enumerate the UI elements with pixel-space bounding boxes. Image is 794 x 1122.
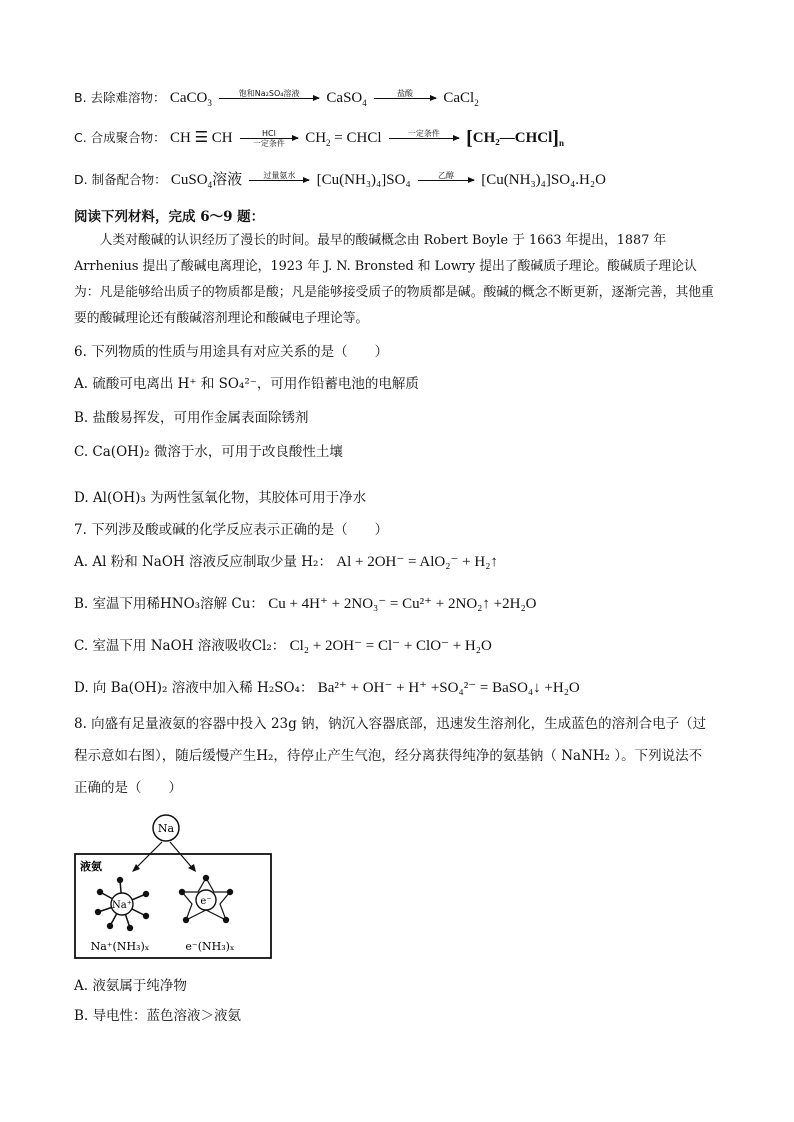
electron-solvate-caption: e⁻(NH₃)ₓ [185,940,235,953]
q7-option-d: D. 向 Ba(OH)₂ 溶液中加入稀 H₂SO₄： Ba²⁺ + OH⁻ + H⁺ +SO₄²⁻ = BaSO₄↓ +H₂O [74,680,580,696]
solvation-diagram [74,812,274,962]
solvated-na-ion-icon [95,877,149,931]
reading-body: 人类对酸碱的认识经历了漫长的时间。最早的酸碱概念由 Robert Boyle 于 1663 年提出，1887 年 Arrhenius 提出了酸碱电离理论，1923 年 J. N. Bronsted 和 Lowry 提出了酸碱质子理论。酸碱质子理论认为：凡是能够给出质子的物质都是酸；凡是能够接受质子的物质都是碱。酸碱的概念不断更新，逐渐完善，其他重要的酸碱理论还有酸碱溶剂理论和酸碱电子理论等。 [74,233,714,326]
option-c-product-1: $CH_2$ = CHCl [305,130,382,148]
liquid-ammonia-label: 液氨 [80,860,102,873]
option-d-arrow-1: 过量氨水 [249,171,309,190]
option-c-polymer: $[CH_2—CHCl]_n$ [466,127,564,149]
option-b-product-2: CaCl$_2$ [443,90,479,108]
option-c-label: C. 合成聚合物： [74,130,166,145]
q6-option-a: A. 硫酸可电离出 H⁺ 和 SO₄²⁻，可用作铅蓄电池的电解质 [74,376,419,392]
na-solvate-caption: Na⁺(NH₃)ₓ [90,940,150,953]
option-d-line [74,170,606,190]
q7-option-c: C. 室温下用 NaOH 溶液吸收Cl₂： Cl₂ + 2OH⁻ = Cl⁻ + ClO⁻ + H₂O [74,638,492,654]
q7-stem: 7. 下列涉及酸或碱的化学反应表示正确的是（ ） [74,522,389,538]
svg-text:e⁻: e⁻ [200,896,212,907]
q6-option-c: C. Ca(OH)₂ 微溶于水，可用于改良酸性土壤 [74,444,343,460]
option-c-line [74,128,564,148]
option-b-label: B. 去除难溶物： [74,90,166,105]
q6-stem: 6. 下列物质的性质与用途具有对应关系的是（ ） [74,344,389,360]
q6-option-d: D. Al(OH)₃ 为两性氢氧化物，其胶体可用于净水 [74,490,367,506]
option-d-product-1: [Cu(NH₃)₄]SO₄ [316,172,411,188]
option-c-arrow-2: 一定条件 [389,129,459,148]
q8-option-a: A. 液氨属于纯净物 [74,978,187,994]
q7-option-b: B. 室温下用稀HNO₃溶解 Cu： Cu + 4H⁺ + 2NO₃⁻ = Cu²⁺ + 2NO₂↑ +2H₂O [74,596,537,612]
option-c-reactant: CH ☰ CH [169,130,233,146]
option-c-arrow-1: HCl 一定条件 [240,129,298,148]
option-b-line [74,88,479,108]
option-d-arrow-2: 乙醇 [418,171,474,190]
q6-option-b: B. 盐酸易挥发，可用作金属表面除锈剂 [74,410,309,426]
option-b-reactant: CaCO$_3$ [169,90,212,108]
na-atom-label: Na [157,822,175,835]
option-b-arrow-2: 盐酸 [374,89,436,108]
option-d-product-2: [Cu(NH₃)₄]SO₄.H₂O [481,172,606,188]
q7-option-a: A. Al 粉和 NaOH 溶液反应制取少量 H₂： Al + 2OH⁻ = AlO₂⁻ + H₂↑ [74,554,498,570]
q8-option-b: B. 导电性：蓝色溶液＞液氨 [74,1008,242,1024]
q8-stem-line-3: 正确的是（ ） [74,780,182,796]
solvated-electron-icon [179,875,233,923]
option-b-product-1: CaSO$_4$ [326,90,367,108]
option-b-arrow-1: 饱和Na₂SO₄溶液 [219,89,319,108]
option-d-label: D. 制备配合物： [74,172,167,187]
svg-text:Na⁺: Na⁺ [112,900,132,911]
option-d-reactant: CuSO$_4$溶液 [170,172,243,190]
q8-stem-line-1: 8. 向盛有足量液氨的容器中投入 23g 钠，钠沉入容器底部，迅速发生溶剂化，生成蓝色的溶剂合电子（过 [74,716,707,732]
q8-stem-line-2: 程示意如右图），随后缓慢产生H₂，待停止产生气泡，经分离获得纯净的氨基钠（ NaNH₂ ）。下列说法不 [74,748,703,764]
reading-heading: 阅读下列材料，完成 6～9 题： [74,209,265,225]
